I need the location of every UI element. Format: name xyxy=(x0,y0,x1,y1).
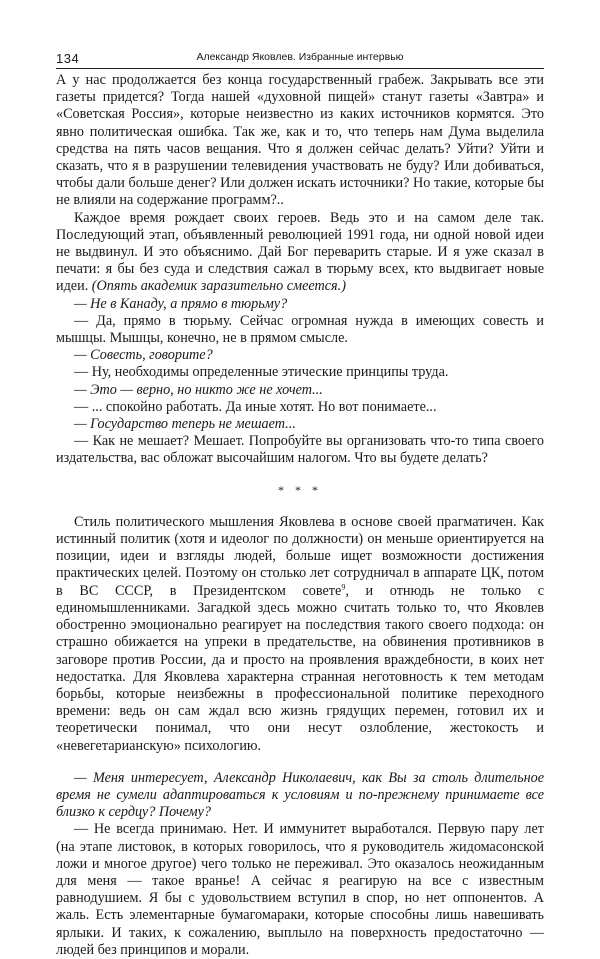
running-title: Александр Яковлев. Избранные интервью xyxy=(196,50,404,63)
page-number: 134 xyxy=(56,50,80,66)
respondent-line: — Да, прямо в тюрьму. Сейчас огромная нужда в имеющих совесть и мышцы. Мышцы, конечно, не в прямом смысле. xyxy=(56,312,544,347)
interviewer-line: — Совесть, говорите? xyxy=(74,347,213,364)
stage-direction: (Опять академик заразительно смеется.) xyxy=(91,278,346,295)
page-body xyxy=(56,72,544,959)
interviewer-question: — Меня интересует, Александр Николаевич, как Вы за столь длительное время не сумели адаптироваться к условиям и по-прежнему принимаете все близко к сердцу? Почему? xyxy=(56,769,544,821)
paragraph: А у нас продолжается без конца государственный грабеж. Закрывать все эти газеты придется? Тогда нашей «духовной пищей» станут газеты «Завтра» и «Советская Россия», которые неизвестно из каких источников кормятся. Это явно политическая ошибка. Так же, как и то, что теперь нам Дума выделила средства на пять часов вещания. Что я должен сейчас делать? Уйти? Уйти и сказать, что я в разрушении телевидения участвовать не буду? Или добиваться, чтобы дали больше денег? Или должен искать источники? Но такие, которые бы не влияли на содержание программ?.. xyxy=(56,72,544,209)
section-separator: * * * xyxy=(278,482,322,497)
interviewer-line: — Государство теперь не мешает... xyxy=(74,416,296,433)
respondent-line: — ... спокойно работать. Да иные хотят. Но вот понимаете... xyxy=(74,398,437,415)
interviewer-line: — Это — верно, но никто же не хочет... xyxy=(74,381,323,398)
running-head xyxy=(56,50,544,69)
respondent-line: — Как не мешает? Мешает. Попробуйте вы организовать что-то типа своего издательства, вас обложат высочайшим налогом. Что вы будете делать? xyxy=(56,433,544,467)
interviewer-line: — Не в Канаду, а прямо в тюрьму? xyxy=(74,295,288,312)
book-page xyxy=(56,50,544,959)
respondent-line: — Ну, необходимы определенные этические принципы труда. xyxy=(74,364,449,381)
essay-paragraph: Стиль политического мышления Яковлева в основе своей прагматичен. Как истинный политик (хотя и идеолог по должности) он меньше ориентируется на позиции, идеи и взгляды людей, больше ищет возможности достижения практических целей. Поэтому он столько лет сотрудничал в аппарате ЦК, потом в ВС СССР, в Президентском совете$^9$, и отнюдь не только с единомышленниками. Загадкой здесь можно считать только то, что Яковлев обостренно эмоционально реагирует на последствия такого своего подхода: он страшно обижается на упреки в предательстве, на обвинения противников в заговоре против России, да и просто на проявления враждебности, в коих нет недостатка. Для Яковлева характерна странная неготовность к тем методам борьбы, которые неизбежны в профессиональной политике переходного времени: ведь он сам ждал всю жизнь грядущих перемен, готовил их и теоретически понимал, что они несут озлобление, жестокость и «невегетарианскую» психологию. xyxy=(56,513,545,754)
paragraph: Каждое время рождает своих героев. Ведь это и на самом деле так. Последующий этап, объявленный революцией 1991 года, ни одной новой идеи не выдвинул. И это объяснимо. Дай Бог переварить старые. И я уже сказал в печати: я бы без суда и следствия сажал в тюрьму всех, кто выдвигает новые идеи. (Опять академик заразительно смеется.) xyxy=(56,209,544,295)
respondent-answer: — Не всегда принимаю. Нет. И иммунитет выработался. Первую пару лет (на этапе листовок, в которых говорилось, что я руководитель жидомасонской ложи и многое другое) чего только не переживал. Это оказалось неожиданным для меня — такое вранье! А сейчас я реагирую на все с известным равнодушием. Я бы с удовольствием вступил в спор, но нет оппонентов. А жаль. Есть элементарные бумагомараки, которые способны лишь навешивать ярлыки. И таких, к сожалению, выплыло на поверхность предостаточно — людей без принципов и морали. xyxy=(56,821,544,958)
footnote-ref[interactable]: 9 xyxy=(341,581,346,591)
